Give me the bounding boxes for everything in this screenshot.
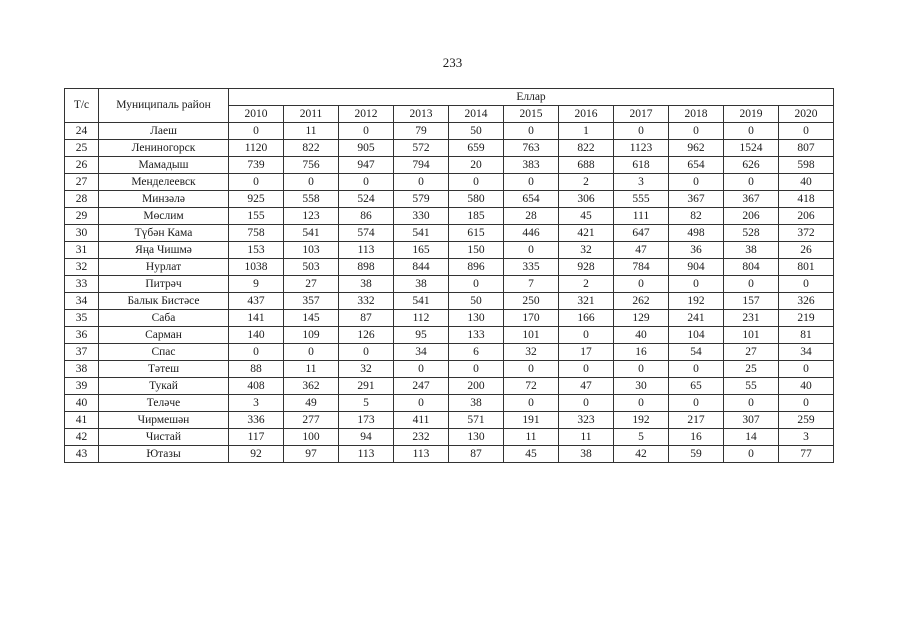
- value-cell: 192: [669, 293, 724, 310]
- value-cell: 0: [504, 395, 559, 412]
- value-cell: 844: [394, 259, 449, 276]
- value-cell: 555: [614, 191, 669, 208]
- value-cell: 654: [669, 157, 724, 174]
- value-cell: 0: [449, 276, 504, 293]
- value-cell: 0: [559, 361, 614, 378]
- district-name: Минзәлә: [99, 191, 229, 208]
- table-row: [65, 378, 834, 395]
- value-cell: 217: [669, 412, 724, 429]
- value-cell: 262: [614, 293, 669, 310]
- value-cell: 27: [724, 344, 779, 361]
- value-cell: 101: [504, 327, 559, 344]
- value-cell: 579: [394, 191, 449, 208]
- value-cell: 0: [779, 123, 834, 140]
- table-row: [65, 327, 834, 344]
- value-cell: 133: [449, 327, 504, 344]
- value-cell: 1: [559, 123, 614, 140]
- district-name: Лаеш: [99, 123, 229, 140]
- district-name: Балык Бистәсе: [99, 293, 229, 310]
- value-cell: 335: [504, 259, 559, 276]
- value-cell: 54: [669, 344, 724, 361]
- value-cell: 5: [614, 429, 669, 446]
- value-cell: 928: [559, 259, 614, 276]
- value-cell: 615: [449, 225, 504, 242]
- value-cell: 200: [449, 378, 504, 395]
- value-cell: 277: [284, 412, 339, 429]
- value-cell: 47: [559, 378, 614, 395]
- value-cell: 42: [614, 446, 669, 463]
- value-cell: 3: [229, 395, 284, 412]
- year-header: 2013: [394, 106, 449, 123]
- value-cell: 87: [339, 310, 394, 327]
- value-cell: 113: [339, 242, 394, 259]
- value-cell: 528: [724, 225, 779, 242]
- table-row: [65, 242, 834, 259]
- value-cell: 0: [449, 361, 504, 378]
- table-row: [65, 293, 834, 310]
- year-header: 2011: [284, 106, 339, 123]
- value-cell: 498: [669, 225, 724, 242]
- value-cell: 905: [339, 140, 394, 157]
- value-cell: 36: [669, 242, 724, 259]
- value-cell: 0: [339, 344, 394, 361]
- year-header: 2016: [559, 106, 614, 123]
- value-cell: 367: [669, 191, 724, 208]
- value-cell: 0: [284, 174, 339, 191]
- value-cell: 129: [614, 310, 669, 327]
- value-cell: 0: [669, 276, 724, 293]
- value-cell: 0: [339, 174, 394, 191]
- value-cell: 898: [339, 259, 394, 276]
- value-cell: 145: [284, 310, 339, 327]
- table-row: [65, 191, 834, 208]
- value-cell: 38: [449, 395, 504, 412]
- value-cell: 40: [614, 327, 669, 344]
- table-row: [65, 140, 834, 157]
- table-body: [65, 123, 834, 463]
- value-cell: 0: [504, 123, 559, 140]
- value-cell: 49: [284, 395, 339, 412]
- value-cell: 0: [724, 276, 779, 293]
- value-cell: 5: [339, 395, 394, 412]
- value-cell: 323: [559, 412, 614, 429]
- table-row: [65, 276, 834, 293]
- value-cell: 155: [229, 208, 284, 225]
- value-cell: 0: [284, 344, 339, 361]
- value-cell: 113: [394, 446, 449, 463]
- table-row: [65, 174, 834, 191]
- value-cell: 185: [449, 208, 504, 225]
- value-cell: 81: [779, 327, 834, 344]
- value-cell: 784: [614, 259, 669, 276]
- row-number: 30: [65, 225, 99, 242]
- value-cell: 321: [559, 293, 614, 310]
- value-cell: 173: [339, 412, 394, 429]
- value-cell: 231: [724, 310, 779, 327]
- value-cell: 28: [504, 208, 559, 225]
- value-cell: 45: [559, 208, 614, 225]
- value-cell: 0: [779, 361, 834, 378]
- value-cell: 16: [614, 344, 669, 361]
- value-cell: 40: [779, 378, 834, 395]
- value-cell: 34: [394, 344, 449, 361]
- district-name: Менделеевск: [99, 174, 229, 191]
- value-cell: 739: [229, 157, 284, 174]
- value-cell: 0: [394, 361, 449, 378]
- value-cell: 362: [284, 378, 339, 395]
- value-cell: 0: [724, 174, 779, 191]
- table-row: [65, 446, 834, 463]
- value-cell: 306: [559, 191, 614, 208]
- value-cell: 336: [229, 412, 284, 429]
- value-cell: 541: [394, 293, 449, 310]
- value-cell: 45: [504, 446, 559, 463]
- value-cell: 291: [339, 378, 394, 395]
- value-cell: 421: [559, 225, 614, 242]
- value-cell: 437: [229, 293, 284, 310]
- row-number: 42: [65, 429, 99, 446]
- district-name: Спас: [99, 344, 229, 361]
- value-cell: 113: [339, 446, 394, 463]
- value-cell: 232: [394, 429, 449, 446]
- district-name: Саба: [99, 310, 229, 327]
- value-cell: 0: [229, 344, 284, 361]
- value-cell: 0: [669, 123, 724, 140]
- value-cell: 0: [614, 361, 669, 378]
- value-cell: 659: [449, 140, 504, 157]
- table-row: [65, 123, 834, 140]
- value-cell: 571: [449, 412, 504, 429]
- value-cell: 0: [504, 174, 559, 191]
- value-cell: 446: [504, 225, 559, 242]
- value-cell: 123: [284, 208, 339, 225]
- value-cell: 11: [284, 123, 339, 140]
- value-cell: 822: [559, 140, 614, 157]
- value-cell: 626: [724, 157, 779, 174]
- value-cell: 32: [504, 344, 559, 361]
- value-cell: 192: [614, 412, 669, 429]
- value-cell: 756: [284, 157, 339, 174]
- row-number: 38: [65, 361, 99, 378]
- value-cell: 150: [449, 242, 504, 259]
- years-header: Еллар: [229, 89, 834, 106]
- value-cell: 117: [229, 429, 284, 446]
- row-number: 24: [65, 123, 99, 140]
- value-cell: 27: [284, 276, 339, 293]
- col-num-header: Т/с: [65, 89, 99, 123]
- page-number: 233: [442, 55, 463, 70]
- value-cell: 141: [229, 310, 284, 327]
- value-cell: 166: [559, 310, 614, 327]
- row-number: 43: [65, 446, 99, 463]
- value-cell: 307: [724, 412, 779, 429]
- value-cell: 1524: [724, 140, 779, 157]
- district-name: Мөслим: [99, 208, 229, 225]
- district-name: Мамадыш: [99, 157, 229, 174]
- value-cell: 618: [614, 157, 669, 174]
- value-cell: 111: [614, 208, 669, 225]
- table-row: [65, 412, 834, 429]
- value-cell: 0: [614, 276, 669, 293]
- row-number: 26: [65, 157, 99, 174]
- value-cell: 688: [559, 157, 614, 174]
- value-cell: 0: [724, 446, 779, 463]
- value-cell: 3: [614, 174, 669, 191]
- table-row: [65, 259, 834, 276]
- value-cell: 101: [724, 327, 779, 344]
- table-row: [65, 429, 834, 446]
- value-cell: 11: [504, 429, 559, 446]
- table-row: [65, 344, 834, 361]
- value-cell: 82: [669, 208, 724, 225]
- value-cell: 0: [229, 123, 284, 140]
- value-cell: 0: [394, 395, 449, 412]
- value-cell: 418: [779, 191, 834, 208]
- table-row: [65, 157, 834, 174]
- value-cell: 17: [559, 344, 614, 361]
- value-cell: 763: [504, 140, 559, 157]
- value-cell: 572: [394, 140, 449, 157]
- value-cell: 0: [229, 174, 284, 191]
- value-cell: 904: [669, 259, 724, 276]
- value-cell: 72: [504, 378, 559, 395]
- value-cell: 65: [669, 378, 724, 395]
- row-number: 35: [65, 310, 99, 327]
- value-cell: 97: [284, 446, 339, 463]
- row-number: 32: [65, 259, 99, 276]
- year-header: 2020: [779, 106, 834, 123]
- row-number: 40: [65, 395, 99, 412]
- district-name: Лениногорск: [99, 140, 229, 157]
- value-cell: 126: [339, 327, 394, 344]
- value-cell: 38: [339, 276, 394, 293]
- value-cell: 100: [284, 429, 339, 446]
- value-cell: 79: [394, 123, 449, 140]
- value-cell: 88: [229, 361, 284, 378]
- value-cell: 34: [779, 344, 834, 361]
- district-name: Чистай: [99, 429, 229, 446]
- district-name: Ютазы: [99, 446, 229, 463]
- district-name: Чирмешән: [99, 412, 229, 429]
- value-cell: 50: [449, 123, 504, 140]
- value-cell: 16: [669, 429, 724, 446]
- value-cell: 11: [559, 429, 614, 446]
- value-cell: 0: [449, 174, 504, 191]
- district-name: Сарман: [99, 327, 229, 344]
- value-cell: 103: [284, 242, 339, 259]
- value-cell: 55: [724, 378, 779, 395]
- value-cell: 0: [559, 395, 614, 412]
- value-cell: 598: [779, 157, 834, 174]
- value-cell: 25: [724, 361, 779, 378]
- value-cell: 157: [724, 293, 779, 310]
- value-cell: 38: [724, 242, 779, 259]
- value-cell: 219: [779, 310, 834, 327]
- row-number: 31: [65, 242, 99, 259]
- value-cell: 32: [339, 361, 394, 378]
- table-row: [65, 310, 834, 327]
- table-header: [65, 89, 834, 123]
- district-name: Тәтеш: [99, 361, 229, 378]
- row-number: 39: [65, 378, 99, 395]
- value-cell: 206: [779, 208, 834, 225]
- value-cell: 1120: [229, 140, 284, 157]
- value-cell: 86: [339, 208, 394, 225]
- value-cell: 7: [504, 276, 559, 293]
- value-cell: 104: [669, 327, 724, 344]
- value-cell: 191: [504, 412, 559, 429]
- year-header: 2014: [449, 106, 504, 123]
- row-number: 28: [65, 191, 99, 208]
- value-cell: 647: [614, 225, 669, 242]
- year-header: 2018: [669, 106, 724, 123]
- value-cell: 130: [449, 429, 504, 446]
- value-cell: 758: [229, 225, 284, 242]
- value-cell: 77: [779, 446, 834, 463]
- value-cell: 0: [339, 123, 394, 140]
- value-cell: 6: [449, 344, 504, 361]
- row-number: 25: [65, 140, 99, 157]
- value-cell: 206: [724, 208, 779, 225]
- value-cell: 654: [504, 191, 559, 208]
- value-cell: 250: [504, 293, 559, 310]
- value-cell: 2: [559, 276, 614, 293]
- col-district-header: Муниципаль район: [99, 89, 229, 123]
- data-table: [64, 88, 834, 463]
- value-cell: 372: [779, 225, 834, 242]
- value-cell: 0: [614, 395, 669, 412]
- year-header: 2010: [229, 106, 284, 123]
- value-cell: 0: [724, 123, 779, 140]
- value-cell: 0: [669, 361, 724, 378]
- value-cell: 30: [614, 378, 669, 395]
- value-cell: 962: [669, 140, 724, 157]
- value-cell: 794: [394, 157, 449, 174]
- value-cell: 383: [504, 157, 559, 174]
- value-cell: 153: [229, 242, 284, 259]
- value-cell: 0: [779, 395, 834, 412]
- value-cell: 38: [559, 446, 614, 463]
- value-cell: 95: [394, 327, 449, 344]
- header-row-top: [65, 89, 834, 106]
- value-cell: 0: [559, 327, 614, 344]
- value-cell: 9: [229, 276, 284, 293]
- value-cell: 247: [394, 378, 449, 395]
- value-cell: 94: [339, 429, 394, 446]
- table-row: [65, 395, 834, 412]
- value-cell: 92: [229, 446, 284, 463]
- value-cell: 411: [394, 412, 449, 429]
- year-header: 2015: [504, 106, 559, 123]
- year-header: 2017: [614, 106, 669, 123]
- value-cell: 807: [779, 140, 834, 157]
- value-cell: 541: [284, 225, 339, 242]
- district-name: Теләче: [99, 395, 229, 412]
- row-number: 36: [65, 327, 99, 344]
- value-cell: 20: [449, 157, 504, 174]
- value-cell: 3: [779, 429, 834, 446]
- row-number: 34: [65, 293, 99, 310]
- value-cell: 40: [779, 174, 834, 191]
- value-cell: 109: [284, 327, 339, 344]
- district-name: Түбән Кама: [99, 225, 229, 242]
- value-cell: 165: [394, 242, 449, 259]
- row-number: 33: [65, 276, 99, 293]
- value-cell: 38: [394, 276, 449, 293]
- value-cell: 0: [504, 242, 559, 259]
- value-cell: 87: [449, 446, 504, 463]
- value-cell: 140: [229, 327, 284, 344]
- district-name: Тукай: [99, 378, 229, 395]
- value-cell: 0: [614, 123, 669, 140]
- value-cell: 112: [394, 310, 449, 327]
- row-number: 29: [65, 208, 99, 225]
- value-cell: 0: [669, 395, 724, 412]
- value-cell: 925: [229, 191, 284, 208]
- value-cell: 580: [449, 191, 504, 208]
- value-cell: 0: [779, 276, 834, 293]
- value-cell: 896: [449, 259, 504, 276]
- value-cell: 332: [339, 293, 394, 310]
- value-cell: 47: [614, 242, 669, 259]
- value-cell: 241: [669, 310, 724, 327]
- value-cell: 947: [339, 157, 394, 174]
- table-row: [65, 361, 834, 378]
- value-cell: 801: [779, 259, 834, 276]
- value-cell: 170: [504, 310, 559, 327]
- value-cell: 503: [284, 259, 339, 276]
- value-cell: 804: [724, 259, 779, 276]
- district-name: Питрәч: [99, 276, 229, 293]
- value-cell: 26: [779, 242, 834, 259]
- district-name: Яңа Чишмә: [99, 242, 229, 259]
- value-cell: 524: [339, 191, 394, 208]
- table-row: [65, 225, 834, 242]
- value-cell: 367: [724, 191, 779, 208]
- value-cell: 574: [339, 225, 394, 242]
- row-number: 27: [65, 174, 99, 191]
- year-header: 2012: [339, 106, 394, 123]
- value-cell: 357: [284, 293, 339, 310]
- value-cell: 130: [449, 310, 504, 327]
- value-cell: 0: [669, 174, 724, 191]
- value-cell: 408: [229, 378, 284, 395]
- value-cell: 0: [724, 395, 779, 412]
- value-cell: 59: [669, 446, 724, 463]
- value-cell: 0: [394, 174, 449, 191]
- value-cell: 1123: [614, 140, 669, 157]
- value-cell: 259: [779, 412, 834, 429]
- table-row: [65, 208, 834, 225]
- value-cell: 558: [284, 191, 339, 208]
- value-cell: 14: [724, 429, 779, 446]
- district-name: Нурлат: [99, 259, 229, 276]
- row-number: 37: [65, 344, 99, 361]
- value-cell: 11: [284, 361, 339, 378]
- year-header: 2019: [724, 106, 779, 123]
- value-cell: 330: [394, 208, 449, 225]
- value-cell: 822: [284, 140, 339, 157]
- value-cell: 50: [449, 293, 504, 310]
- value-cell: 541: [394, 225, 449, 242]
- row-number: 41: [65, 412, 99, 429]
- value-cell: 326: [779, 293, 834, 310]
- value-cell: 1038: [229, 259, 284, 276]
- value-cell: 32: [559, 242, 614, 259]
- value-cell: 0: [504, 361, 559, 378]
- value-cell: 2: [559, 174, 614, 191]
